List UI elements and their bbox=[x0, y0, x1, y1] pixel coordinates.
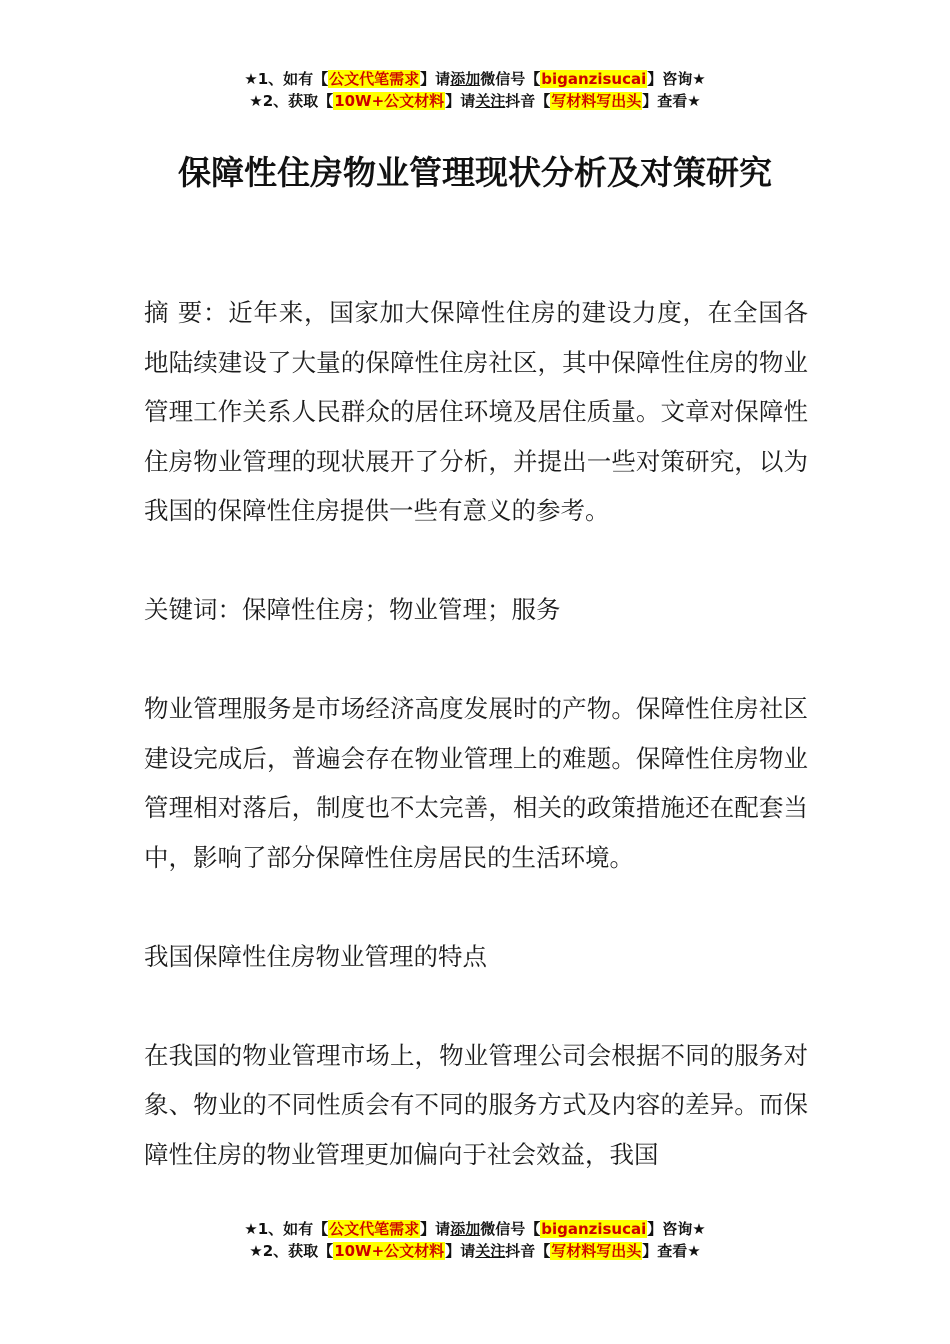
banner-wechat-id: biganzisucai bbox=[541, 70, 647, 88]
intro-paragraph: 物业管理服务是市场经济高度发展时的产物。保障性住房社区建设完成后，普遍会存在物业管理上的难题。保障性住房物业管理相对落后，制度也不太完善，相关的政策措施还在配套当中，影响了部分保障性住房居民的生活环境。 bbox=[144, 694, 808, 872]
banner-line-2: ★2、获取【10W+公文材料】请关注抖音【写材料写出头】查看★ bbox=[249, 92, 701, 110]
keywords-paragraph: 关键词：保障性住房；物业管理；服务 bbox=[144, 595, 561, 624]
banner-highlight: 10W+公文材料 bbox=[334, 92, 445, 110]
body-paragraph: 在我国的物业管理市场上，物业管理公司会根据不同的服务对象、物业的不同性质会有不同的服务方式及内容的差异。而保障性住房的物业管理更加偏向于社会效益，我国 bbox=[144, 1040, 808, 1169]
banner-douyin-id: 写材料写出头 bbox=[551, 92, 642, 110]
banner-line-1: ★1、如有【公文代笔需求】请添加微信号【biganzisucai】咨询★ bbox=[244, 1220, 706, 1238]
document-title: 保障性住房物业管理现状分析及对策研究 bbox=[178, 153, 772, 192]
banner-highlight: 10W+公文材料 bbox=[334, 1242, 445, 1260]
bottom-banner bbox=[0, 1218, 950, 1262]
section-heading: 我国保障性住房物业管理的特点 bbox=[144, 941, 487, 971]
banner-wechat-id: biganzisucai bbox=[541, 1220, 647, 1238]
banner-douyin-id: 写材料写出头 bbox=[551, 1242, 642, 1260]
banner-line-2: ★2、获取【10W+公文材料】请关注抖音【写材料写出头】查看★ bbox=[249, 1242, 701, 1260]
top-banner bbox=[0, 68, 950, 112]
banner-highlight: 公文代笔需求 bbox=[329, 70, 420, 88]
banner-line-1: ★1、如有【公文代笔需求】请添加微信号【biganzisucai】咨询★ bbox=[244, 70, 706, 88]
banner-highlight: 公文代笔需求 bbox=[329, 1220, 420, 1238]
document-body bbox=[144, 288, 808, 1229]
abstract-paragraph: 摘 要：近年来，国家加大保障性住房的建设力度，在全国各地陆续建设了大量的保障性住房社区，其中保障性住房的物业管理工作关系人民群众的居住环境及居住质量。文章对保障性住房物业管理的现状展开了分析，并提出一些对策研究，以为我国的保障性住房提供一些有意义的参考。 bbox=[144, 298, 808, 525]
